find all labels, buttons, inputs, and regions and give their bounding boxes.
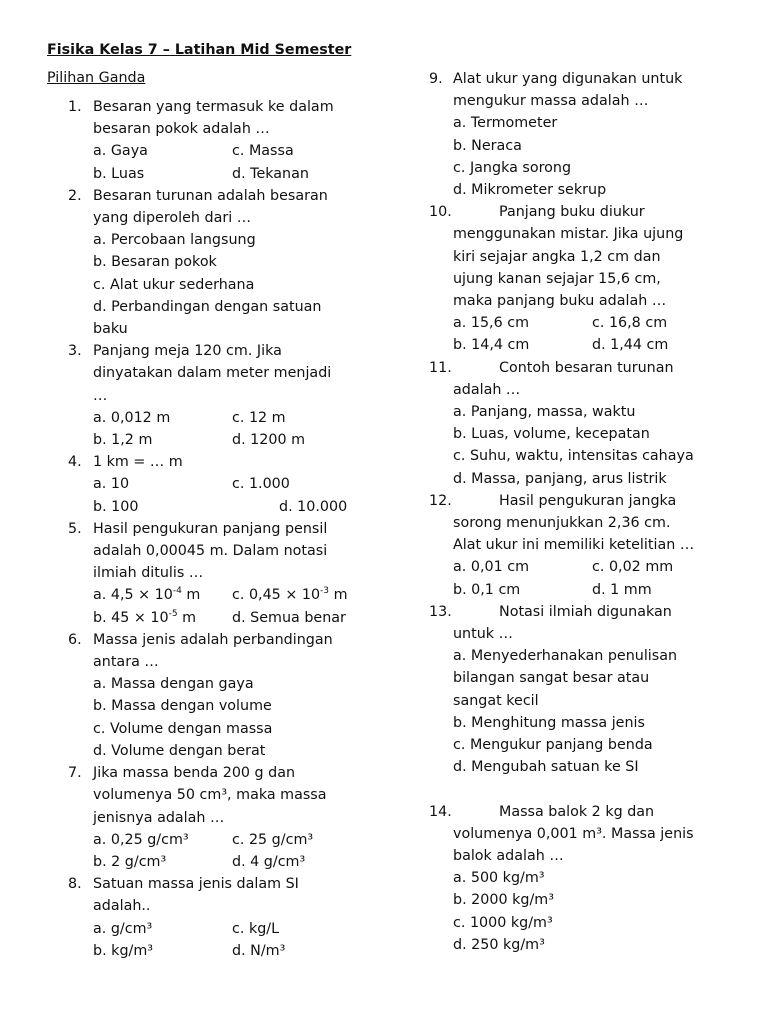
question-stem: dinyatakan dalam meter menjadi bbox=[93, 365, 332, 382]
option-b bbox=[93, 607, 232, 629]
option-c: c. Massa bbox=[232, 143, 294, 160]
question-number: 9. bbox=[429, 71, 443, 87]
option-d: d. 1200 m bbox=[232, 432, 306, 449]
question-stem: ilmiah ditulis … bbox=[93, 565, 204, 582]
question-stem: Hasil pengukuran panjang pensil bbox=[93, 520, 328, 537]
question-stem: volumenya 0,001 m³. Massa jenis bbox=[453, 825, 694, 842]
question-stem: Satuan massa jenis dalam SI bbox=[93, 876, 299, 893]
question-stem: 1 km = … m bbox=[93, 454, 183, 471]
option-a-unit: m bbox=[181, 587, 201, 604]
question-stem: Notasi ilmiah digunakan bbox=[499, 603, 672, 620]
question-stem: … bbox=[93, 387, 108, 404]
options bbox=[429, 556, 749, 600]
options bbox=[68, 829, 368, 873]
option-b: b. 100 bbox=[93, 498, 139, 515]
option-c: c. Volume dengan massa bbox=[93, 720, 273, 737]
option-d: d. Perbandingan dengan satuan bbox=[93, 298, 322, 315]
option-a: a. Panjang, massa, waktu bbox=[453, 404, 636, 421]
option-b: b. 2 g/cm³ bbox=[93, 853, 167, 870]
question-stem: yang diperoleh dari … bbox=[93, 210, 252, 227]
option-b: b. 0,1 cm bbox=[453, 581, 521, 598]
option-a: a. 0,25 g/cm³ bbox=[93, 831, 189, 848]
options bbox=[68, 229, 368, 340]
options bbox=[68, 584, 368, 628]
options bbox=[429, 645, 749, 778]
option-d: d. Mikrometer sekrup bbox=[453, 182, 607, 199]
question-number: 8. bbox=[68, 876, 82, 893]
question-stem: besaran pokok adalah … bbox=[93, 121, 270, 138]
option-c: c. 16,8 cm bbox=[592, 315, 668, 332]
page-title: Fisika Kelas 7 – Latihan Mid Semester bbox=[47, 42, 352, 58]
question-stem: Alat ukur ini memiliki ketelitian … bbox=[453, 537, 695, 554]
question-number: 2. bbox=[68, 187, 82, 204]
option-a-exponent: -4 bbox=[172, 586, 182, 597]
option-a: a. 500 kg/m³ bbox=[453, 870, 545, 887]
option-a bbox=[93, 584, 232, 606]
option-d: d. 250 kg/m³ bbox=[453, 936, 545, 953]
option-c-exponent: -3 bbox=[320, 586, 330, 597]
option-b: b. Neraca bbox=[453, 137, 522, 154]
question-stem: adalah.. bbox=[93, 898, 151, 915]
question-stem: adalah 0,00045 m. Dalam notasi bbox=[93, 543, 328, 560]
option-a: a. 15,6 cm bbox=[453, 315, 530, 332]
option-b: b. 14,4 cm bbox=[453, 337, 530, 354]
options bbox=[68, 407, 368, 451]
option-a-continued: sangat kecil bbox=[453, 692, 539, 709]
question-4 bbox=[68, 451, 368, 518]
options bbox=[429, 401, 749, 490]
question-stem: Panjang buku diukur bbox=[499, 204, 645, 221]
option-a: a. Menyederhanakan penulisan bbox=[453, 648, 678, 665]
option-c: c. 25 g/cm³ bbox=[232, 831, 314, 848]
question-number: 6. bbox=[68, 631, 82, 648]
option-c: c. Suhu, waktu, intensitas cahaya bbox=[453, 448, 694, 465]
option-c: c. Jangka sorong bbox=[453, 159, 572, 176]
option-a: a. g/cm³ bbox=[93, 920, 153, 937]
option-a-continued: bilangan sangat besar atau bbox=[453, 670, 650, 687]
question-9 bbox=[429, 68, 749, 201]
question-13 bbox=[429, 601, 749, 779]
question-stem: Massa jenis adalah perbandingan bbox=[93, 631, 333, 648]
option-c: c. Alat ukur sederhana bbox=[93, 276, 255, 293]
question-number: 5. bbox=[68, 520, 82, 537]
option-c: c. Mengukur panjang benda bbox=[453, 737, 653, 754]
question-stem: Jika massa benda 200 g dan bbox=[93, 765, 296, 782]
options bbox=[68, 673, 368, 762]
options bbox=[68, 473, 368, 517]
option-d-continued: baku bbox=[93, 321, 128, 338]
option-b: b. Luas bbox=[93, 165, 145, 182]
question-stem: Alat ukur yang digunakan untuk bbox=[453, 71, 683, 87]
question-stem: maka panjang buku adalah … bbox=[453, 293, 667, 310]
option-a: a. 0,012 m bbox=[93, 409, 171, 426]
option-b: b. Luas, volume, kecepatan bbox=[453, 426, 650, 443]
question-stem: Panjang meja 120 cm. Jika bbox=[93, 343, 282, 360]
option-d: d. 1 mm bbox=[592, 581, 652, 598]
question-5 bbox=[68, 518, 368, 629]
option-c: c. 0,02 mm bbox=[592, 559, 674, 576]
option-a: a. Massa dengan gaya bbox=[93, 676, 254, 693]
question-stem: volumenya 50 cm³, maka massa bbox=[93, 787, 327, 804]
option-d: d. Mengubah satuan ke SI bbox=[453, 759, 639, 776]
options bbox=[429, 112, 749, 201]
option-d: d. 4 g/cm³ bbox=[232, 853, 306, 870]
section-heading: Pilihan Ganda bbox=[47, 70, 146, 86]
question-stem: jenisnya adalah … bbox=[93, 809, 225, 826]
option-b: b. Menghitung massa jenis bbox=[453, 714, 645, 731]
option-b: b. 2000 kg/m³ bbox=[453, 892, 554, 909]
option-a: a. Gaya bbox=[93, 143, 148, 160]
question-stem: untuk … bbox=[453, 626, 513, 643]
question-number: 12. bbox=[429, 492, 452, 509]
question-stem: menggunakan mistar. Jika ujung bbox=[453, 226, 684, 243]
left-column bbox=[68, 96, 368, 962]
question-number: 1. bbox=[68, 99, 82, 115]
question-stem: ujung kanan sejajar 15,6 cm, bbox=[453, 270, 661, 287]
question-1 bbox=[68, 96, 368, 185]
question-stem: Besaran yang termasuk ke dalam bbox=[93, 99, 334, 115]
option-d: d. N/m³ bbox=[232, 942, 286, 959]
question-stem: sorong menunjukkan 2,36 cm. bbox=[453, 515, 671, 532]
option-c: c. 1.000 bbox=[232, 476, 290, 493]
question-number: 14. bbox=[429, 803, 452, 820]
question-number: 11. bbox=[429, 359, 452, 376]
option-a-base: a. 4,5 × 10 bbox=[93, 587, 173, 604]
question-stem: Besaran turunan adalah besaran bbox=[93, 187, 328, 204]
question-10 bbox=[429, 201, 749, 356]
right-column bbox=[429, 68, 749, 956]
question-7 bbox=[68, 762, 368, 873]
option-d: d. Volume dengan berat bbox=[93, 742, 266, 759]
question-2 bbox=[68, 185, 368, 340]
option-c: c. 1000 kg/m³ bbox=[453, 914, 553, 931]
spacer bbox=[429, 779, 749, 801]
option-b-exponent: -5 bbox=[168, 608, 178, 619]
option-a: a. Percobaan langsung bbox=[93, 232, 256, 249]
option-c-base: c. 0,45 × 10 bbox=[232, 587, 321, 604]
question-8 bbox=[68, 873, 368, 962]
option-d: d. 1,44 cm bbox=[592, 337, 669, 354]
question-number: 7. bbox=[68, 765, 82, 782]
option-c: c. 12 m bbox=[232, 409, 286, 426]
option-a: a. 0,01 cm bbox=[453, 559, 530, 576]
option-c-unit: m bbox=[329, 587, 348, 604]
option-a: a. Termometer bbox=[453, 115, 558, 132]
options bbox=[68, 918, 368, 962]
question-stem: Contoh besaran turunan bbox=[499, 359, 674, 376]
question-number: 3. bbox=[68, 343, 82, 360]
option-b: b. Besaran pokok bbox=[93, 254, 217, 271]
option-c bbox=[232, 584, 368, 606]
question-number: 10. bbox=[429, 204, 452, 221]
question-14 bbox=[429, 801, 749, 956]
question-stem: kiri sejajar angka 1,2 cm dan bbox=[453, 248, 661, 265]
option-d: d. 10.000 bbox=[279, 498, 348, 515]
question-stem: mengukur massa adalah … bbox=[453, 93, 649, 110]
question-6 bbox=[68, 629, 368, 762]
option-d: d. Massa, panjang, arus listrik bbox=[453, 470, 667, 487]
question-stem: balok adalah … bbox=[453, 847, 564, 864]
option-d: d. Semua benar bbox=[232, 609, 346, 626]
question-11 bbox=[429, 357, 749, 490]
option-b-unit: m bbox=[177, 609, 197, 626]
question-3 bbox=[68, 340, 368, 451]
option-d: d. Tekanan bbox=[232, 165, 309, 182]
question-stem: antara … bbox=[93, 654, 159, 671]
question-number: 13. bbox=[429, 603, 452, 620]
options bbox=[429, 867, 749, 956]
option-b: b. Massa dengan volume bbox=[93, 698, 272, 715]
question-number: 4. bbox=[68, 454, 82, 471]
question-12 bbox=[429, 490, 749, 601]
question-stem: Massa balok 2 kg dan bbox=[499, 803, 655, 820]
option-c: c. kg/L bbox=[232, 920, 280, 937]
options bbox=[429, 312, 749, 356]
question-stem: adalah … bbox=[453, 381, 521, 398]
option-b: b. 1,2 m bbox=[93, 432, 153, 449]
option-b-base: b. 45 × 10 bbox=[93, 609, 169, 626]
option-a: a. 10 bbox=[93, 476, 130, 493]
question-stem: Hasil pengukuran jangka bbox=[499, 492, 677, 509]
option-b: b. kg/m³ bbox=[93, 942, 153, 959]
options bbox=[68, 140, 368, 184]
